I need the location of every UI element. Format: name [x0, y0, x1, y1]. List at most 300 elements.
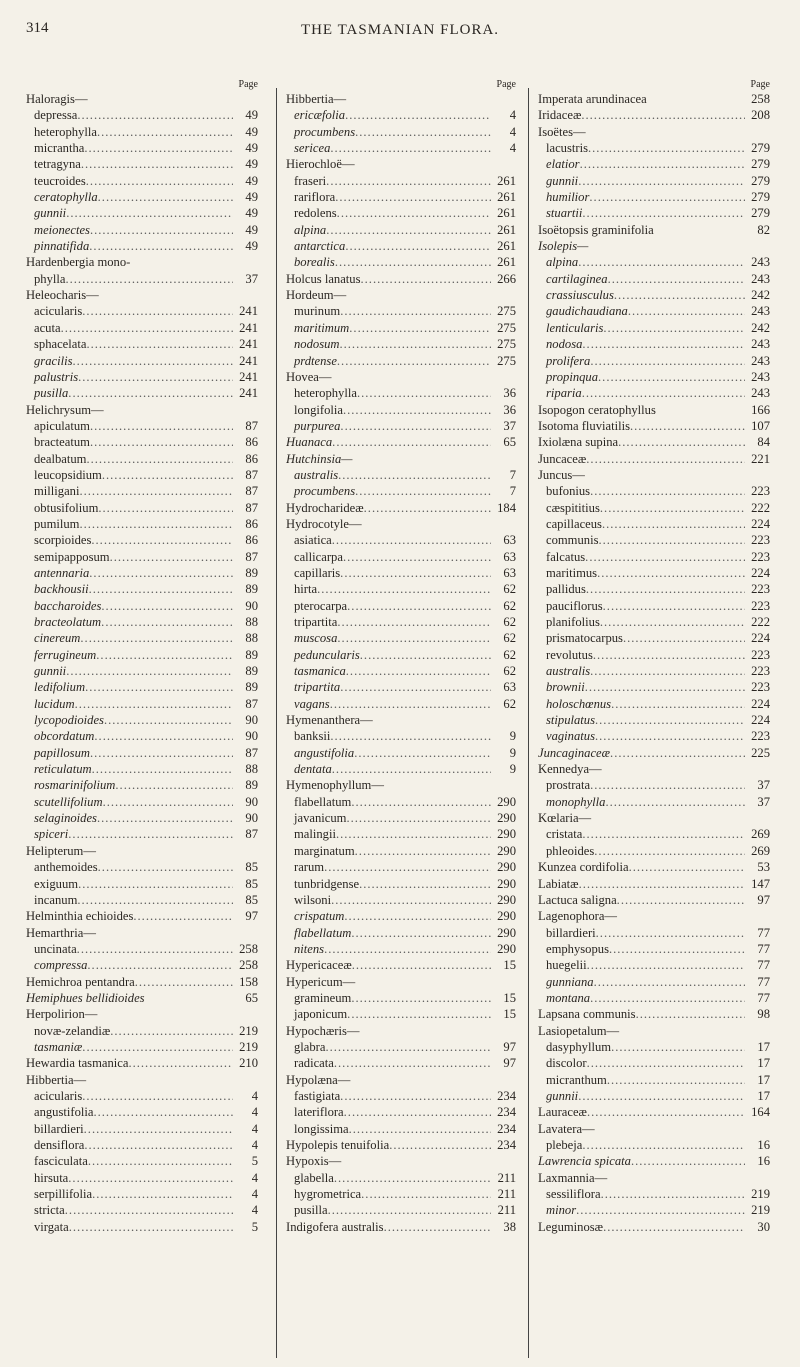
index-species-entry: [26, 826, 258, 842]
index-species-entry: [538, 532, 770, 548]
index-species-entry: [538, 712, 770, 728]
entry-name: papillosum: [34, 745, 90, 760]
index-heading-entry: [538, 761, 770, 777]
entry-name: Heleocharis—: [26, 288, 99, 303]
entry-page: 275: [497, 353, 516, 368]
entry-name: cinereum: [34, 631, 81, 646]
index-heading-entry: [538, 810, 770, 826]
leader-dots: [325, 1039, 491, 1055]
index-species-entry: [26, 549, 258, 565]
leader-dots: [128, 1055, 233, 1071]
index-species-entry: [26, 1170, 258, 1186]
entry-name: leucopsidium: [34, 467, 102, 482]
leader-dots: [597, 565, 745, 581]
index-species-entry: [286, 892, 516, 908]
index-species-entry: [286, 402, 516, 418]
entry-page: 49: [245, 108, 258, 123]
entry-name: Helminthia echioides: [26, 909, 134, 924]
entry-page: 89: [245, 582, 258, 597]
entry-name: scorpioides: [34, 533, 92, 548]
index-column-1: [26, 80, 258, 1235]
entry-page: 4: [509, 108, 516, 123]
entry-page: 261: [497, 190, 516, 205]
leader-dots: [66, 205, 233, 221]
index-species-entry: [538, 254, 770, 270]
entry-page: 269: [751, 843, 770, 858]
entry-name: maritimum: [294, 320, 350, 335]
entry-page: 223: [751, 549, 770, 564]
leader-dots: [585, 679, 745, 695]
entry-page: 85: [245, 892, 258, 907]
entry-name: prolifera: [546, 353, 591, 368]
entry-name: montana: [546, 990, 591, 1005]
index-species-entry: [286, 238, 516, 254]
entry-page: 258: [239, 941, 258, 956]
leader-dots: [361, 271, 492, 287]
entry-page: 9: [509, 762, 516, 777]
leader-dots: [587, 1104, 745, 1120]
leader-dots: [352, 957, 491, 973]
index-heading-entry: [286, 369, 516, 385]
index-heading-entry: [26, 990, 258, 1006]
entry-name: procumbens: [294, 484, 356, 499]
leader-dots: [587, 957, 745, 973]
entry-page: 62: [503, 582, 516, 597]
entry-page: 222: [751, 615, 770, 629]
index-species-entry: [26, 516, 258, 532]
index-species-entry: [26, 222, 258, 238]
entry-page: 89: [245, 680, 258, 695]
index-species-entry: [286, 205, 516, 221]
leader-dots: [355, 843, 491, 859]
index-species-entry: [26, 1039, 258, 1055]
leader-dots: [590, 663, 745, 679]
entry-page: 97: [245, 909, 258, 924]
index-heading-entry: [286, 974, 516, 990]
entry-name: redolens: [294, 206, 337, 221]
index-species-entry: [286, 990, 516, 1006]
leader-dots: [65, 271, 233, 287]
index-heading-entry: [286, 1153, 516, 1169]
entry-page: 279: [751, 157, 770, 172]
index-species-entry: [286, 826, 516, 842]
index-species-entry: [286, 336, 516, 352]
leader-dots: [88, 1153, 233, 1169]
entry-name: borealis: [294, 255, 335, 270]
index-species-entry: [286, 663, 516, 679]
index-species-entry: [26, 761, 258, 777]
index-species-entry: [538, 990, 770, 1006]
entry-page: 15: [503, 958, 516, 973]
entry-name: Isotoma fluviatilis: [538, 418, 630, 433]
index-heading-entry: [538, 892, 770, 908]
entry-name: dentata: [294, 762, 332, 777]
leader-dots: [331, 892, 491, 908]
entry-page: 211: [497, 1170, 516, 1185]
page-column-heading: Page: [750, 79, 770, 90]
entry-name: antennaria: [34, 565, 90, 580]
index-species-entry: [538, 189, 770, 205]
entry-name: fraseri: [294, 173, 327, 188]
index-species-entry: [26, 663, 258, 679]
entry-name: gunniana: [546, 974, 594, 989]
entry-name: serpillifolia: [34, 1187, 93, 1202]
leader-dots: [347, 1006, 491, 1022]
entry-name: prdtense: [294, 353, 337, 368]
leader-dots: [66, 663, 233, 679]
leader-dots: [586, 581, 745, 597]
index-species-entry: [286, 1186, 516, 1202]
leader-dots: [603, 1219, 745, 1235]
entry-name: antarctica: [294, 239, 346, 254]
entry-name: tripartita: [294, 680, 341, 695]
index-heading-entry: [538, 908, 770, 924]
entry-name: exiguum: [34, 876, 79, 891]
entry-page: 97: [503, 1056, 516, 1071]
entry-name: Kennedya—: [538, 762, 602, 777]
leader-dots: [86, 173, 233, 189]
entry-page: 63: [503, 533, 516, 548]
index-species-entry: [538, 794, 770, 810]
index-heading-entry: [26, 908, 258, 924]
leader-dots: [69, 1219, 233, 1235]
entry-name: Hibbertia—: [26, 1072, 87, 1087]
entry-page: 97: [503, 1039, 516, 1054]
entry-page: 4: [251, 1138, 258, 1152]
entry-name: vaginatus: [546, 729, 595, 744]
entry-name: Laxmannia—: [538, 1170, 608, 1185]
leader-dots: [589, 189, 745, 205]
index-species-entry: [538, 336, 770, 352]
entry-name: Lawrencia spicata: [538, 1154, 631, 1169]
entry-name: tunbridgense: [294, 876, 360, 891]
entry-page: 16: [757, 1154, 770, 1169]
leader-dots: [103, 794, 233, 810]
index-species-entry: [26, 467, 258, 483]
leader-dots: [94, 728, 233, 744]
entry-page: 258: [751, 92, 770, 106]
entry-name: Leguminosæ: [538, 1219, 604, 1234]
entry-page: 279: [751, 173, 770, 188]
leader-dots: [115, 777, 233, 793]
leader-dots: [600, 614, 745, 630]
entry-name: sessiliflora: [546, 1187, 601, 1202]
entry-name: marginatum: [294, 843, 355, 858]
index-species-entry: [26, 320, 258, 336]
leader-dots: [340, 1088, 491, 1104]
entry-page: 49: [245, 124, 258, 139]
index-species-entry: [26, 483, 258, 499]
entry-page: 223: [751, 533, 770, 548]
entry-page: 241: [239, 320, 258, 335]
index-heading-entry: [538, 238, 770, 254]
entry-page: 4: [251, 1187, 258, 1202]
index-species-entry: [26, 712, 258, 728]
leader-dots: [84, 1137, 233, 1153]
entry-page: 7: [509, 484, 516, 499]
index-species-entry: [538, 974, 770, 990]
index-species-entry: [286, 467, 516, 483]
entry-name: javanicum: [294, 811, 347, 826]
leader-dots: [340, 418, 491, 434]
index-heading-entry: [538, 745, 770, 761]
entry-name: japonicum: [294, 1007, 348, 1022]
entry-page: 87: [245, 549, 258, 564]
entry-name: discolor: [546, 1056, 587, 1071]
entry-name: backhousii: [34, 582, 89, 597]
index-species-entry: [286, 859, 516, 875]
entry-name: Hymenanthera—: [286, 713, 373, 728]
entry-name: pusilla: [34, 386, 69, 401]
entry-page: 223: [751, 664, 770, 679]
index-heading-entry: [538, 402, 770, 418]
entry-page: 63: [503, 549, 516, 564]
leader-dots: [614, 287, 745, 303]
index-species-entry: [538, 140, 770, 156]
leader-dots: [101, 614, 233, 630]
entry-name: spiceri: [34, 827, 69, 842]
entry-name: obtusifolium: [34, 500, 99, 515]
entry-page: 266: [497, 271, 516, 286]
leader-dots: [335, 254, 491, 270]
entry-page: 223: [751, 484, 770, 499]
index-species-entry: [286, 745, 516, 761]
entry-name: minor: [546, 1203, 577, 1218]
entry-page: 88: [245, 631, 258, 646]
entry-page: 82: [757, 222, 770, 237]
leader-dots: [326, 222, 491, 238]
entry-name: capillaris: [294, 565, 341, 580]
leader-dots: [582, 1137, 745, 1153]
leader-dots: [578, 254, 745, 270]
index-species-entry: [26, 679, 258, 695]
index-species-entry: [286, 1121, 516, 1137]
entry-page: 4: [509, 141, 516, 156]
entry-name: maritimus: [546, 565, 598, 580]
index-species-entry: [538, 581, 770, 597]
entry-page: 223: [751, 680, 770, 695]
leader-dots: [332, 532, 491, 548]
entry-name: humilior: [546, 190, 590, 205]
entry-page: 49: [245, 239, 258, 254]
index-heading-entry: [286, 957, 516, 973]
leader-dots: [72, 353, 233, 369]
entry-name: compressa: [34, 958, 88, 973]
entry-name: brownii: [546, 680, 585, 695]
entry-name: hirsuta: [34, 1170, 69, 1185]
entry-page: 221: [751, 451, 770, 466]
entry-name: nodosum: [294, 337, 340, 352]
index-species-entry: [26, 124, 258, 140]
entry-name: pauciflorus: [546, 598, 603, 613]
index-species-entry: [286, 385, 516, 401]
entry-page: 223: [751, 647, 770, 662]
index-heading-entry: [538, 1121, 770, 1137]
entry-name: tasmanica: [294, 664, 346, 679]
leader-dots: [389, 1137, 491, 1153]
leader-dots: [89, 238, 233, 254]
leader-dots: [351, 990, 491, 1006]
index-species-entry: [538, 614, 770, 630]
entry-name: prismatocarpus: [546, 631, 623, 646]
index-species-entry: [538, 941, 770, 957]
entry-name: hygrometrica: [294, 1187, 362, 1202]
entry-page: 17: [757, 1056, 770, 1071]
leader-dots: [603, 320, 745, 336]
entry-name: glabra: [294, 1039, 326, 1054]
index-species-entry: [26, 876, 258, 892]
entry-name: Kœlaria—: [538, 811, 592, 826]
entry-name: Hypolepis tenuifolia: [286, 1138, 390, 1152]
entry-page: 87: [245, 484, 258, 499]
index-species-entry: [286, 908, 516, 924]
entry-page: 89: [245, 647, 258, 662]
leader-dots: [630, 418, 745, 434]
entry-page: 62: [503, 631, 516, 646]
index-heading-entry: [286, 1137, 516, 1153]
leader-dots: [86, 336, 233, 352]
index-heading-entry: [538, 1170, 770, 1186]
entry-page: 77: [757, 990, 770, 1005]
entry-name: nodosa: [546, 337, 583, 352]
leader-dots: [68, 385, 233, 401]
index-heading-entry: [26, 91, 258, 107]
entry-page: 65: [503, 435, 516, 450]
index-species-entry: [286, 630, 516, 646]
index-species-entry: [286, 483, 516, 499]
index-species-entry: [538, 549, 770, 565]
index-species-entry: [26, 434, 258, 450]
entry-name: Hovea—: [286, 369, 332, 384]
index-species-entry: [286, 189, 516, 205]
leader-dots: [90, 745, 233, 761]
entry-page: 90: [245, 794, 258, 809]
entry-page: 87: [245, 696, 258, 711]
index-species-entry: [26, 451, 258, 467]
leader-dots: [579, 876, 745, 892]
entry-page: 88: [245, 762, 258, 777]
leader-dots: [351, 925, 491, 941]
leader-dots: [133, 908, 233, 924]
leader-dots: [607, 1072, 745, 1088]
entry-page: 290: [497, 811, 516, 826]
entry-page: 164: [751, 1105, 770, 1120]
entry-page: 261: [497, 255, 516, 270]
index-species-entry: [538, 483, 770, 499]
entry-name: Isolepis—: [538, 239, 589, 254]
index-species-entry: [26, 369, 258, 385]
index-species-entry: [286, 728, 516, 744]
entry-name: riparia: [546, 386, 582, 401]
entry-page: 224: [751, 713, 770, 728]
index-heading-entry: [538, 1023, 770, 1039]
index-species-entry: [538, 320, 770, 336]
leader-dots: [349, 320, 491, 336]
entry-name: apiculatum: [34, 418, 90, 433]
entry-page: 222: [751, 500, 770, 515]
entry-page: 7: [509, 467, 516, 482]
entry-page: 224: [751, 631, 770, 646]
leader-dots: [360, 647, 491, 663]
leader-dots: [595, 728, 745, 744]
entry-page: 37: [503, 418, 516, 433]
entry-page: 290: [497, 827, 516, 842]
entry-name: pumilum: [34, 516, 80, 531]
leader-dots: [590, 777, 745, 793]
entry-page: 269: [751, 827, 770, 842]
entry-name: revolutus: [546, 647, 593, 662]
entry-name: Hierochloë—: [286, 157, 355, 172]
leader-dots: [78, 369, 233, 385]
index-species-entry: [538, 647, 770, 663]
index-species-entry: [286, 810, 516, 826]
index-heading-entry: [538, 1006, 770, 1022]
index-species-entry: [286, 254, 516, 270]
leader-dots: [355, 483, 491, 499]
index-heading-entry: [286, 156, 516, 172]
leader-dots: [330, 140, 491, 156]
entry-page: 90: [245, 713, 258, 728]
index-heading-entry: [538, 91, 770, 107]
column-divider: [276, 88, 277, 1358]
entry-name: ceratophylla: [34, 190, 98, 205]
entry-page: 38: [503, 1219, 516, 1234]
entry-name: gunnii: [34, 206, 67, 221]
index-species-entry: [538, 957, 770, 973]
column-divider: [528, 88, 529, 1358]
index-species-entry: [286, 1006, 516, 1022]
index-column-2: [286, 80, 516, 1235]
entry-name: meionectes: [34, 222, 90, 237]
entry-page: 97: [757, 892, 770, 907]
index-species-entry: [286, 794, 516, 810]
leader-dots: [585, 549, 745, 565]
leader-dots: [590, 483, 745, 499]
entry-name: longifolia: [294, 402, 343, 417]
entry-name: dasyphyllum: [546, 1039, 612, 1054]
index-species-entry: [26, 238, 258, 254]
entry-name: huegelii: [546, 958, 587, 973]
leader-dots: [337, 630, 491, 646]
leader-dots: [77, 107, 233, 123]
entry-page: 224: [751, 696, 770, 711]
index-species-entry: [286, 532, 516, 548]
leader-dots: [631, 1153, 745, 1169]
entry-page: 49: [245, 173, 258, 188]
entry-name: flabellatum: [294, 794, 352, 809]
leader-dots: [608, 271, 745, 287]
entry-name: pinnatifida: [34, 239, 90, 254]
leader-dots: [361, 1186, 491, 1202]
entry-page: 290: [497, 876, 516, 891]
index-species-entry: [286, 614, 516, 630]
entry-name: muscosa: [294, 631, 338, 646]
index-species-entry: [538, 353, 770, 369]
index-heading-entry: [286, 434, 516, 450]
index-species-entry: [286, 679, 516, 695]
index-species-entry: [286, 925, 516, 941]
entry-name: rosmarinifolium: [34, 778, 116, 793]
entry-page: 234: [497, 1088, 516, 1103]
entry-page: 219: [239, 1039, 258, 1054]
index-species-entry: [538, 728, 770, 744]
index-species-entry: [538, 1088, 770, 1104]
index-species-entry: [538, 287, 770, 303]
leader-dots: [336, 826, 491, 842]
index-species-entry: [26, 107, 258, 123]
index-species-entry: [538, 1072, 770, 1088]
entry-page: 65: [245, 990, 258, 1005]
